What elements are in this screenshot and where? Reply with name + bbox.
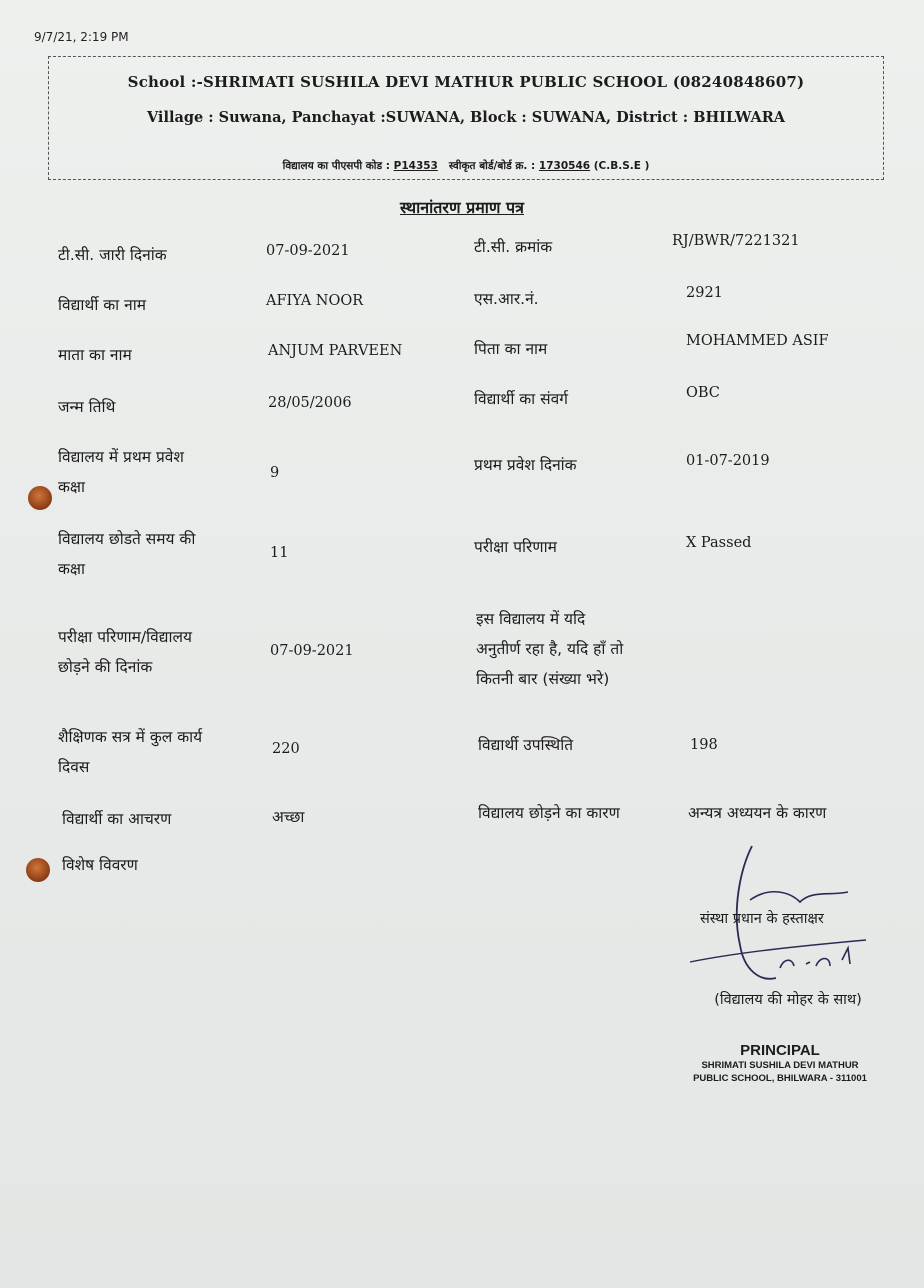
first-admission-class: 9 xyxy=(270,465,280,481)
school-address: Village : Suwana, Panchayat :SUWANA, Block : SUWANA, District : BHILWARA xyxy=(146,109,786,126)
attendance-label: विद्यार्थी उपस्थिति xyxy=(478,736,574,754)
tc-issue-date-label: टी.सी. जारी दिनांक xyxy=(58,246,167,264)
school-header xyxy=(48,56,884,180)
category-label: विद्यार्थी का संवर्ग xyxy=(474,390,568,408)
first-admission-date-label: प्रथम प्रवेश दिनांक xyxy=(474,456,577,474)
conduct: अच्छा xyxy=(272,808,305,826)
print-timestamp: 9/7/21, 2:19 PM xyxy=(34,30,129,44)
school-codes xyxy=(49,159,883,173)
failed-count-label-line1: इस विद्यालय में यदि xyxy=(476,610,586,628)
document-title: स्थानांतरण प्रमाण पत्र xyxy=(400,198,524,217)
mother-name-label: माता का नाम xyxy=(58,346,132,364)
principal-stamp-title: PRINCIPAL xyxy=(740,1042,820,1059)
working-days-label-line1: शैक्षिणक सत्र में कुल कार्य xyxy=(58,728,203,746)
board-label: स्वीकृत बोर्ड/बोर्ड क्र. : xyxy=(448,160,536,172)
psp-code: P14353 xyxy=(393,160,438,172)
sr-number-label: एस.आर.नं. xyxy=(474,290,539,308)
student-name-label: विद्यार्थी का नाम xyxy=(58,296,146,314)
school-name: School :-SHRIMATI SUSHILA DEVI MATHUR PUBLIC SCHOOL (08240848607) xyxy=(127,73,805,91)
principal-stamp-line1: SHRIMATI SUSHILA DEVI MATHUR xyxy=(701,1060,859,1071)
psp-code-label: विद्यालय का पीएसपी कोड : xyxy=(282,160,390,172)
seal-note: (विद्यालय की मोहर के साथ) xyxy=(714,992,862,1008)
exam-result: X Passed xyxy=(686,535,752,551)
signature-block xyxy=(680,840,880,1100)
exam-result-label: परीक्षा परिणाम xyxy=(474,538,557,556)
dob-label: जन्म तिथि xyxy=(58,398,116,416)
leaving-date-label xyxy=(58,622,192,682)
failed-count-label-line3: कितनी बार (संख्या भरे) xyxy=(476,670,610,688)
sr-number: 2921 xyxy=(686,285,723,301)
signature-label: संस्था प्रधान के हस्ताक्षर xyxy=(700,911,824,927)
leaving-reason: अन्यत्र अध्ययन के कारण xyxy=(688,804,827,822)
date-of-birth: 28/05/2006 xyxy=(268,395,352,411)
father-name: MOHAMMED ASIF xyxy=(686,333,829,349)
principal-stamp xyxy=(680,1042,880,1085)
principal-stamp-line2: PUBLIC SCHOOL, BHILWARA - 311001 xyxy=(693,1073,867,1084)
first-admission-class-label-line2: कक्षा xyxy=(58,478,86,496)
leaving-class-label-line1: विद्यालय छोडते समय की xyxy=(58,530,196,548)
student-name: AFIYA NOOR xyxy=(266,293,364,309)
working-days: 220 xyxy=(272,741,300,757)
special-remarks-label: विशेष विवरण xyxy=(62,856,138,874)
father-name-label: पिता का नाम xyxy=(474,340,548,358)
failed-count-label-line2: अनुतीर्ण रहा है, यदि हाँ तो xyxy=(476,640,624,658)
tc-issue-date: 07-09-2021 xyxy=(266,243,350,259)
student-category: OBC xyxy=(686,385,720,401)
leaving-date: 07-09-2021 xyxy=(270,643,354,659)
leaving-class-label-line2: कक्षा xyxy=(58,560,86,578)
punch-hole xyxy=(28,486,52,510)
first-admission-class-label-line1: विद्यालय में प्रथम प्रवेश xyxy=(58,448,184,466)
leaving-reason-label: विद्यालय छोड़ने का कारण xyxy=(478,804,620,822)
leaving-date-label-line1: परीक्षा परिणाम/विद्यालय xyxy=(58,628,192,646)
punch-hole xyxy=(26,858,50,882)
board-name: (C.B.S.E ) xyxy=(593,160,650,172)
tc-number-label: टी.सी. क्रमांक xyxy=(474,238,553,256)
tc-number: RJ/BWR/7221321 xyxy=(672,233,800,249)
board-number: 1730546 xyxy=(538,160,591,172)
leaving-class: 11 xyxy=(270,545,289,561)
mother-name: ANJUM PARVEEN xyxy=(268,343,403,359)
working-days-label xyxy=(58,722,202,782)
attendance: 198 xyxy=(690,737,718,753)
conduct-label: विद्यार्थी का आचरण xyxy=(62,810,172,828)
failed-count-label xyxy=(476,604,623,694)
first-admission-date: 01-07-2019 xyxy=(686,453,770,469)
working-days-label-line2: दिवस xyxy=(58,758,90,776)
leaving-class-label xyxy=(58,524,195,584)
leaving-date-label-line2: छोड़ने की दिनांक xyxy=(58,658,153,676)
first-admission-class-label xyxy=(58,442,184,502)
